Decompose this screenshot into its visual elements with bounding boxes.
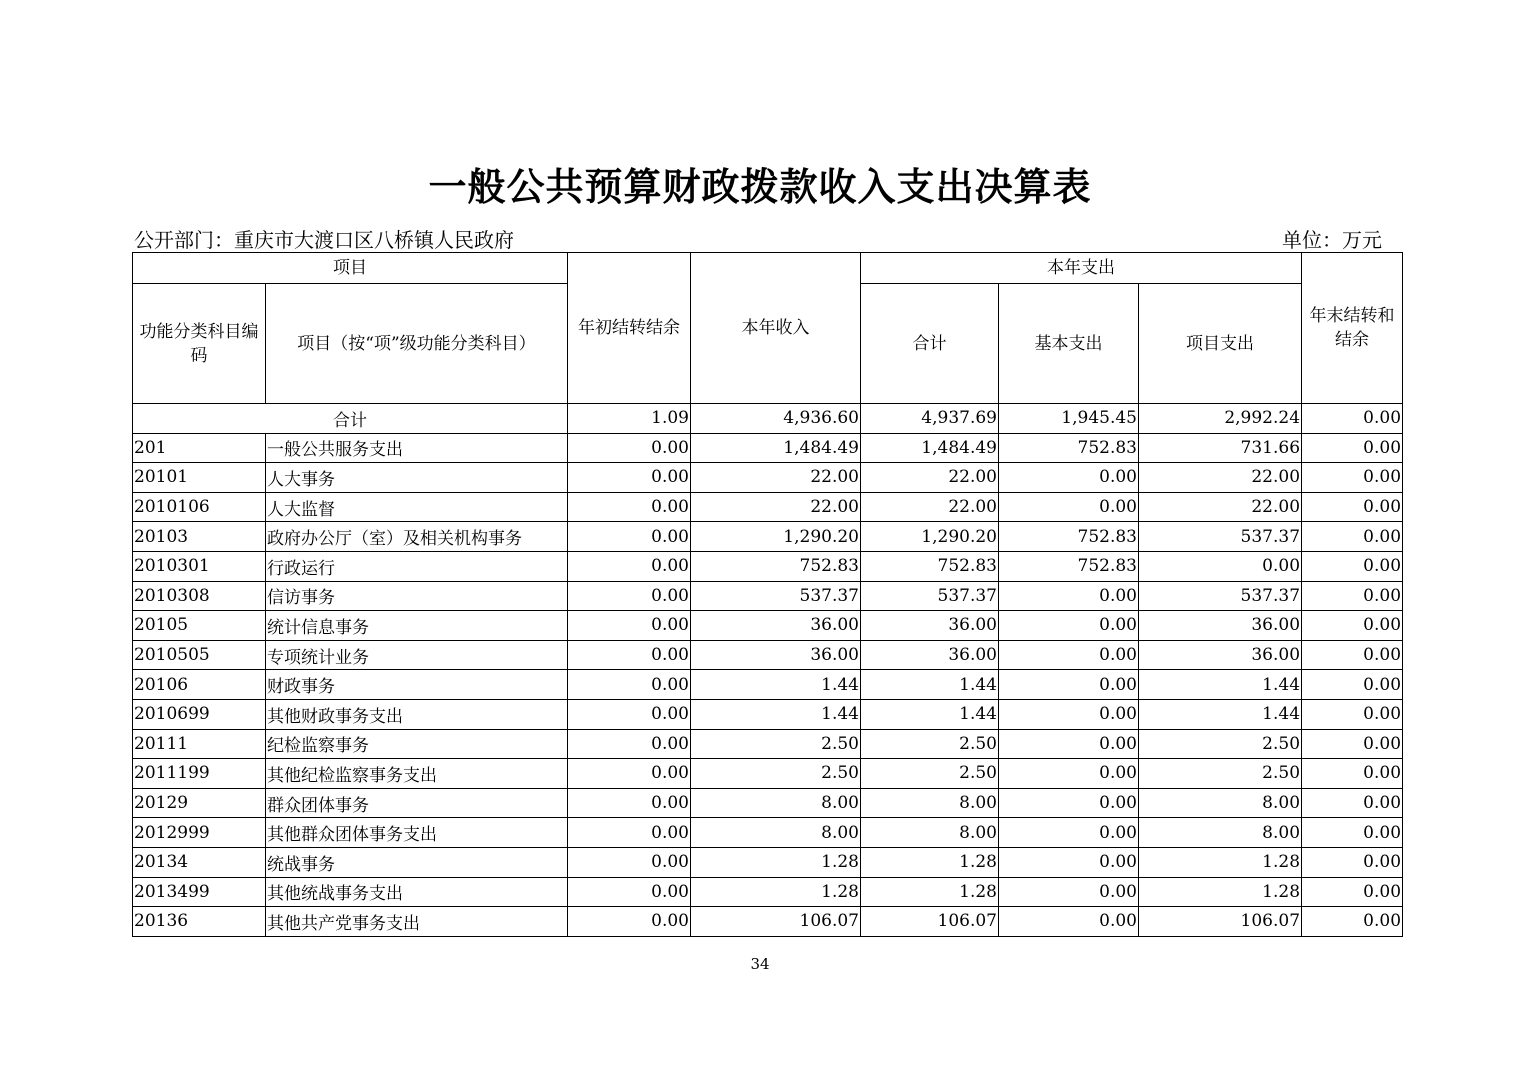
row-total: 2.50 [861,759,999,789]
row-total: 537.37 [861,581,999,611]
row-opening: 0.00 [568,759,691,789]
row-opening: 0.00 [568,699,691,729]
row-closing: 0.00 [1302,640,1403,670]
row-total: 106.07 [861,907,999,937]
header-total: 合计 [861,284,999,404]
row-name: 其他群众团体事务支出 [266,818,568,848]
row-project: 2.50 [1139,729,1302,759]
row-project: 2.50 [1139,759,1302,789]
row-closing: 0.00 [1302,522,1403,552]
total-row [133,404,1403,434]
row-project: 22.00 [1139,492,1302,522]
row-name: 其他财政事务支出 [266,699,568,729]
header-name: 项目（按“项”级功能分类科目） [266,284,568,404]
department-label: 公开部门：重庆市大渡口区八桥镇人民政府 [134,228,514,252]
row-opening: 0.00 [568,433,691,463]
row-name: 政府办公厅（室）及相关机构事务 [266,522,568,552]
row-total: 752.83 [861,551,999,581]
row-code: 20136 [133,907,266,937]
row-project: 537.37 [1139,522,1302,552]
row-project: 106.07 [1139,907,1302,937]
row-opening: 0.00 [568,729,691,759]
row-closing: 0.00 [1302,818,1403,848]
table-row [133,640,1403,670]
total-basic: 1,945.45 [999,404,1139,434]
row-closing: 0.00 [1302,877,1403,907]
row-total: 1,484.49 [861,433,999,463]
header-opening: 年初结转结余 [568,253,691,404]
row-name: 统计信息事务 [266,611,568,641]
table-body [133,404,1403,937]
row-opening: 0.00 [568,522,691,552]
row-income: 537.37 [691,581,861,611]
row-closing: 0.00 [1302,611,1403,641]
row-closing: 0.00 [1302,759,1403,789]
row-project: 8.00 [1139,788,1302,818]
table-row [133,847,1403,877]
row-income: 8.00 [691,818,861,848]
row-basic: 0.00 [999,788,1139,818]
table-row [133,699,1403,729]
row-opening: 0.00 [568,907,691,937]
row-income: 22.00 [691,492,861,522]
table-row [133,877,1403,907]
header-income: 本年收入 [691,253,861,404]
row-closing: 0.00 [1302,492,1403,522]
row-project: 1.28 [1139,847,1302,877]
header-expense-group: 本年支出 [861,253,1302,284]
row-project: 1.28 [1139,877,1302,907]
row-income: 752.83 [691,551,861,581]
row-opening: 0.00 [568,847,691,877]
row-closing: 0.00 [1302,463,1403,493]
row-opening: 0.00 [568,640,691,670]
row-project: 22.00 [1139,463,1302,493]
row-name: 群众团体事务 [266,788,568,818]
row-name: 信访事务 [266,581,568,611]
row-total: 1.44 [861,699,999,729]
row-closing: 0.00 [1302,847,1403,877]
row-code: 20129 [133,788,266,818]
row-total: 36.00 [861,640,999,670]
row-name: 人大监督 [266,492,568,522]
row-name: 专项统计业务 [266,640,568,670]
header-code: 功能分类科目编码 [133,284,266,404]
row-basic: 0.00 [999,581,1139,611]
table-row [133,670,1403,700]
row-project: 36.00 [1139,640,1302,670]
row-code: 2010106 [133,492,266,522]
row-closing: 0.00 [1302,670,1403,700]
header-basic: 基本支出 [999,284,1139,404]
row-code: 20111 [133,729,266,759]
row-basic: 0.00 [999,907,1139,937]
table-row [133,522,1403,552]
row-closing: 0.00 [1302,433,1403,463]
table-row [133,433,1403,463]
row-income: 1.28 [691,877,861,907]
row-name: 人大事务 [266,463,568,493]
row-opening: 0.00 [568,877,691,907]
row-code: 2010699 [133,699,266,729]
row-opening: 0.00 [568,818,691,848]
row-name: 行政运行 [266,551,568,581]
row-closing: 0.00 [1302,788,1403,818]
row-basic: 752.83 [999,522,1139,552]
row-basic: 0.00 [999,729,1139,759]
row-code: 2010301 [133,551,266,581]
unit-label: 单位：万元 [1282,228,1382,252]
row-closing: 0.00 [1302,907,1403,937]
total-project: 2,992.24 [1139,404,1302,434]
row-income: 2.50 [691,759,861,789]
total-income: 4,936.60 [691,404,861,434]
table-row [133,788,1403,818]
row-total: 1,290.20 [861,522,999,552]
table-row [133,463,1403,493]
row-name: 财政事务 [266,670,568,700]
total-opening: 1.09 [568,404,691,434]
row-code: 2011199 [133,759,266,789]
table-row [133,907,1403,937]
row-total: 36.00 [861,611,999,641]
row-project: 1.44 [1139,699,1302,729]
row-opening: 0.00 [568,670,691,700]
header-project-group: 项目 [133,253,568,284]
row-project: 36.00 [1139,611,1302,641]
total-total: 4,937.69 [861,404,999,434]
row-opening: 0.00 [568,581,691,611]
row-name: 统战事务 [266,847,568,877]
header-row-1 [133,253,1403,284]
row-basic: 0.00 [999,611,1139,641]
row-income: 1,290.20 [691,522,861,552]
row-total: 8.00 [861,788,999,818]
row-income: 106.07 [691,907,861,937]
table-row [133,729,1403,759]
row-income: 1,484.49 [691,433,861,463]
table-row [133,759,1403,789]
row-basic: 0.00 [999,847,1139,877]
table-row [133,581,1403,611]
row-basic: 0.00 [999,877,1139,907]
row-code: 20134 [133,847,266,877]
row-basic: 0.00 [999,759,1139,789]
row-total: 22.00 [861,492,999,522]
row-project: 537.37 [1139,581,1302,611]
row-project: 1.44 [1139,670,1302,700]
row-opening: 0.00 [568,788,691,818]
row-income: 22.00 [691,463,861,493]
table-row [133,551,1403,581]
row-total: 8.00 [861,818,999,848]
row-income: 2.50 [691,729,861,759]
row-code: 20106 [133,670,266,700]
row-total: 22.00 [861,463,999,493]
row-basic: 752.83 [999,433,1139,463]
row-basic: 0.00 [999,818,1139,848]
row-total: 2.50 [861,729,999,759]
row-code: 20105 [133,611,266,641]
row-name: 其他统战事务支出 [266,877,568,907]
table-row [133,492,1403,522]
row-project: 731.66 [1139,433,1302,463]
header-closing: 年末结转和结余 [1302,253,1403,404]
row-code: 2010308 [133,581,266,611]
row-basic: 752.83 [999,551,1139,581]
row-closing: 0.00 [1302,729,1403,759]
row-project: 8.00 [1139,818,1302,848]
row-closing: 0.00 [1302,551,1403,581]
row-basic: 0.00 [999,699,1139,729]
row-name: 其他纪检监察事务支出 [266,759,568,789]
row-income: 36.00 [691,640,861,670]
row-income: 36.00 [691,611,861,641]
row-opening: 0.00 [568,611,691,641]
row-closing: 0.00 [1302,581,1403,611]
row-code: 2013499 [133,877,266,907]
table-row [133,611,1403,641]
row-code: 2012999 [133,818,266,848]
page-title: 一般公共预算财政拨款收入支出决算表 [428,165,1092,209]
row-name: 纪检监察事务 [266,729,568,759]
row-code: 2010505 [133,640,266,670]
row-total: 1.28 [861,847,999,877]
row-closing: 0.00 [1302,699,1403,729]
row-opening: 0.00 [568,463,691,493]
page-number: 34 [750,955,770,973]
row-income: 1.28 [691,847,861,877]
row-income: 1.44 [691,699,861,729]
row-basic: 0.00 [999,670,1139,700]
row-total: 1.28 [861,877,999,907]
row-basic: 0.00 [999,492,1139,522]
header-project: 项目支出 [1139,284,1302,404]
row-opening: 0.00 [568,492,691,522]
row-name: 其他共产党事务支出 [266,907,568,937]
row-basic: 0.00 [999,640,1139,670]
row-name: 一般公共服务支出 [266,433,568,463]
budget-table [132,252,1403,937]
row-income: 8.00 [691,788,861,818]
total-closing: 0.00 [1302,404,1403,434]
row-project: 0.00 [1139,551,1302,581]
total-label: 合计 [133,404,568,434]
row-total: 1.44 [861,670,999,700]
row-opening: 0.00 [568,551,691,581]
row-code: 201 [133,433,266,463]
row-code: 20103 [133,522,266,552]
table-row [133,818,1403,848]
row-income: 1.44 [691,670,861,700]
row-code: 20101 [133,463,266,493]
row-basic: 0.00 [999,463,1139,493]
